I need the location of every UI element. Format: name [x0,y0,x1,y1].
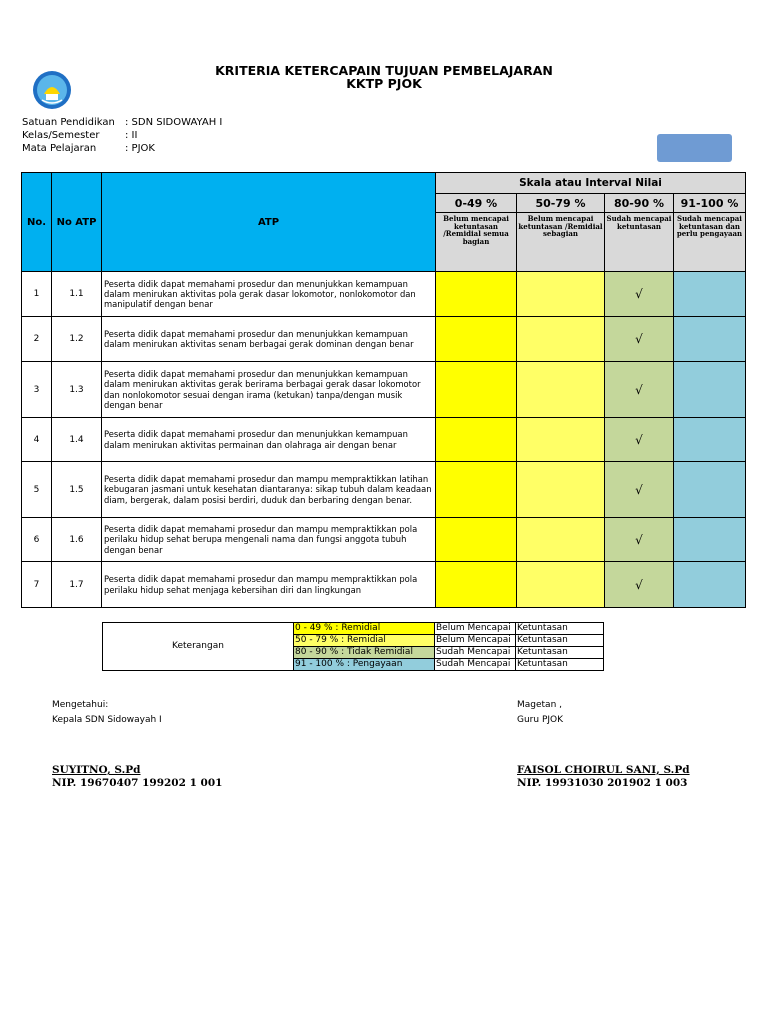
cell-91-100 [674,462,746,518]
table-row [22,518,746,562]
col-header-skala: Skala atau Interval Nilai [436,173,746,194]
row-no: 3 [22,362,52,418]
row-atp-text: Peserta didik dapat memahami prosedur dan menunjukkan kemampuan dalam menirukan aktivitas pola gerak dasar lokomotor, nonlokomotor dan manipulatif dengan benar [102,272,436,317]
range-header: 91-100 % [674,194,746,213]
cell-80-90-check: √ [605,518,674,562]
kktp-table [21,172,746,608]
legend-range: 0 - 49 % : Remidial [294,623,435,635]
cell-0-49 [436,562,517,608]
legend-ket: Ketuntasan [516,635,604,647]
col-header-no-atp: No ATP [52,173,102,272]
cell-80-90-check: √ [605,418,674,462]
cell-50-79 [517,462,605,518]
info-block [22,116,222,155]
cell-91-100 [674,362,746,418]
left-signer-name: SUYITNO, S.Pd [52,764,141,776]
col-header-no: No. [22,173,52,272]
info-value: : SDN SIDOWAYAH I [125,117,223,128]
legend-status: Belum Mencapai [435,635,516,647]
right-label-1: Magetan , [517,700,562,710]
cell-0-49 [436,462,517,518]
cell-91-100 [674,518,746,562]
info-value: : PJOK [125,143,155,154]
table-row [22,418,746,462]
row-atp-no: 1.7 [52,562,102,608]
range-header: 50-79 % [517,194,605,213]
row-atp-no: 1.5 [52,462,102,518]
row-atp-text: Peserta didik dapat memahami prosedur dan mampu mempraktikkan pola perilaku hidup sehat menjaga kebersihan diri dan lingkungan [102,562,436,608]
right-signer-name: FAISOL CHOIRUL SANI, S.Pd [517,764,690,776]
cell-50-79 [517,562,605,608]
cell-50-79 [517,362,605,418]
cell-91-100 [674,418,746,462]
title-line-1: KRITERIA KETERCAPAIN TUJUAN PEMBELAJARAN [215,63,553,78]
cell-50-79 [517,418,605,462]
legend-range: 50 - 79 % : Remidial [294,635,435,647]
left-signature [52,764,222,790]
table-row [22,462,746,518]
accent-box [657,134,732,162]
range-desc: Belum mencapai ketuntasan /Remidial semua bagian [436,213,517,272]
range-desc: Sudah mencapai ketuntasan [605,213,674,272]
legend-row [103,623,604,635]
row-atp-no: 1.1 [52,272,102,317]
cell-0-49 [436,272,517,317]
left-label-1: Mengetahui: [52,700,109,710]
cell-50-79 [517,317,605,362]
cell-80-90-check: √ [605,462,674,518]
legend-range: 80 - 90 % : Tidak Remidial [294,647,435,659]
range-header: 0-49 % [436,194,517,213]
table-row [22,362,746,418]
cell-80-90-check: √ [605,362,674,418]
row-no: 2 [22,317,52,362]
cell-0-49 [436,362,517,418]
table-row [22,562,746,608]
right-signature [517,764,690,790]
row-atp-no: 1.3 [52,362,102,418]
row-atp-text: Peserta didik dapat memahami prosedur dan menunjukkan kemampuan dalam menirukan aktivitas gerak berirama berbagai gerak dasar lokomotor dan nonlokomotor sesuai dengan irama (ketukan) tanpa/dengan musik dengan benar [102,362,436,418]
cell-0-49 [436,418,517,462]
range-desc: Belum mencapai ketuntasan /Remidial sebagian [517,213,605,272]
info-value: : II [125,130,138,141]
legend-label: Keterangan [103,623,294,671]
cell-80-90-check: √ [605,317,674,362]
info-row [22,142,222,155]
row-no: 4 [22,418,52,462]
row-atp-text: Peserta didik dapat memahami prosedur dan mampu mempraktikkan pola perilaku hidup sehat berupa mengenali nama dan fungsi anggota tubuh dengan benar [102,518,436,562]
info-row [22,116,222,129]
info-label: Mata Pelajaran [22,143,97,154]
left-signer-nip: NIP. 19670407 199202 1 001 [52,777,223,789]
legend-status: Belum Mencapai [435,623,516,635]
cell-50-79 [517,272,605,317]
row-no: 5 [22,462,52,518]
page-title [0,64,768,90]
row-atp-text: Peserta didik dapat memahami prosedur dan menunjukkan kemampuan dalam menirukan aktivitas permainan dan olahraga air dengan benar [102,418,436,462]
cell-91-100 [674,272,746,317]
range-header: 80-90 % [605,194,674,213]
cell-91-100 [674,562,746,608]
row-atp-text: Peserta didik dapat memahami prosedur dan mampu mempraktikkan latihan kebugaran jasmani untuk kesehatan diantaranya: sikap tubuh dalam keadaan diam, bergerak, dalam posisi berdiri, duduk dan berbaring dengan benar. [102,462,436,518]
cell-0-49 [436,317,517,362]
legend-ket: Ketuntasan [516,647,604,659]
legend-table [102,622,604,671]
table-row [22,317,746,362]
table-row [22,272,746,317]
right-label-2: Guru PJOK [517,715,564,725]
info-row [22,129,222,142]
left-label-2: Kepala SDN Sidowayah I [52,715,162,725]
row-atp-no: 1.6 [52,518,102,562]
legend-ket: Ketuntasan [516,623,604,635]
info-label: Kelas/Semester [22,130,100,141]
legend-ket: Ketuntasan [516,659,604,671]
legend-status: Sudah Mencapai [435,647,516,659]
right-signer-nip: NIP. 19931030 201902 1 003 [517,777,688,789]
row-no: 1 [22,272,52,317]
title-line-2: KKTP PJOK [346,76,422,91]
row-no: 7 [22,562,52,608]
cell-80-90-check: √ [605,562,674,608]
legend-status: Sudah Mencapai [435,659,516,671]
row-no: 6 [22,518,52,562]
cell-50-79 [517,518,605,562]
row-atp-no: 1.2 [52,317,102,362]
info-label: Satuan Pendidikan [22,117,115,128]
cell-80-90-check: √ [605,272,674,317]
row-atp-no: 1.4 [52,418,102,462]
col-header-atp: ATP [102,173,436,272]
cell-0-49 [436,518,517,562]
legend-range: 91 - 100 % : Pengayaan [294,659,435,671]
row-atp-text: Peserta didik dapat memahami prosedur dan menunjukkan kemampuan dalam menirukan aktivitas senam berbagai gerak dominan dengan benar [102,317,436,362]
cell-91-100 [674,317,746,362]
range-desc: Sudah mencapai ketuntasan dan perlu pengayaan [674,213,746,272]
